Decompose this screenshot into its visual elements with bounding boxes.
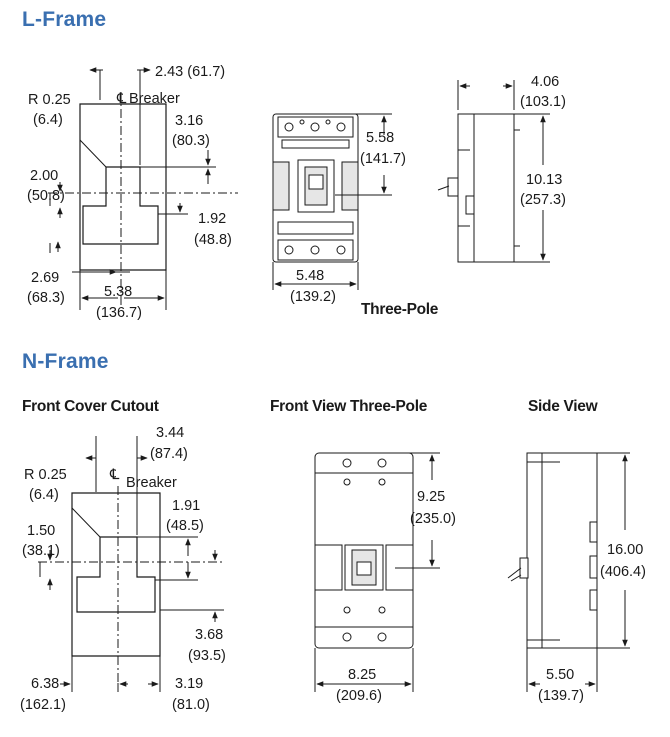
n-dim-d-in: 3.68 <box>195 627 224 643</box>
l-side-height-in: 10.13 <box>526 172 563 188</box>
l-dim-e-in: 2.69 <box>31 270 60 286</box>
n-dim-a-mm: (87.4) <box>150 446 188 462</box>
l-frame-heading: L-Frame <box>22 8 107 31</box>
n-dim-e-in: 6.38 <box>31 676 60 692</box>
n-dim-d-mm: (93.5) <box>188 648 226 664</box>
l-dim-d-mm: (48.8) <box>194 232 232 248</box>
n-dim-b-in: 1.91 <box>172 498 201 514</box>
l-dim-f-in: 5.38 <box>104 284 133 300</box>
n-side-handle <box>520 558 528 578</box>
l-dim-b-in: 3.16 <box>175 113 204 129</box>
l-radius-mm: (6.4) <box>33 112 63 128</box>
n-dim-f-mm: (81.0) <box>172 697 210 713</box>
l-dim-a: 2.43 (61.7) <box>155 64 226 80</box>
l-front-left-panel <box>273 162 289 210</box>
l-side-body <box>458 114 514 262</box>
l-side-depth-in: 4.06 <box>531 74 560 90</box>
n-side-depth-in: 5.50 <box>546 667 575 683</box>
n-side-depth-mm: (139.7) <box>538 688 584 704</box>
n-centerline-symbol: ℄ <box>110 467 120 483</box>
n-front-title: Front View Three-Pole <box>270 398 428 415</box>
n-side-height-mm: (406.4) <box>600 564 646 580</box>
n-cutout-title: Front Cover Cutout <box>22 398 159 415</box>
l-front-width-in: 5.48 <box>296 268 325 284</box>
l-breaker-label: Breaker <box>129 91 180 107</box>
n-radius-in: R 0.25 <box>24 467 67 483</box>
l-side-depth-mm: (103.1) <box>520 94 566 110</box>
l-cutout-drawing <box>27 64 238 321</box>
l-front-right-panel <box>342 162 358 210</box>
n-frame-heading: N-Frame <box>22 350 109 373</box>
n-side-body <box>527 453 597 648</box>
n-dim-c-in: 1.50 <box>27 523 56 539</box>
l-dim-c-in: 2.00 <box>30 168 59 184</box>
n-front-height-mm: (235.0) <box>410 511 456 527</box>
n-dim-b-mm: (48.5) <box>166 518 204 534</box>
n-front-drawing <box>315 453 456 704</box>
n-dim-e-mm: (162.1) <box>20 697 66 713</box>
l-dim-c-mm: (50.8) <box>27 188 65 204</box>
l-front-caption: Three-Pole <box>361 301 439 318</box>
n-dim-c-mm: (38.1) <box>22 543 60 559</box>
l-dim-b-mm: (80.3) <box>172 133 210 149</box>
l-front-height-mm: (141.7) <box>360 151 406 167</box>
l-front-width-mm: (139.2) <box>290 289 336 305</box>
n-front-left-panel <box>315 545 342 590</box>
n-dim-f-in: 3.19 <box>175 676 204 692</box>
l-front-height-in: 5.58 <box>366 130 395 146</box>
l-centerline-symbol: ℄ <box>117 91 127 107</box>
n-side-drawing <box>508 453 646 704</box>
n-side-height-in: 16.00 <box>607 542 644 558</box>
n-front-height-in: 9.25 <box>417 489 446 505</box>
l-front-drawing <box>273 114 439 318</box>
l-side-handle <box>448 178 458 196</box>
l-side-height-mm: (257.3) <box>520 192 566 208</box>
l-side-drawing <box>438 74 566 262</box>
l-dim-e-mm: (68.3) <box>27 290 65 306</box>
l-radius-in: R 0.25 <box>28 92 71 108</box>
n-side-title: Side View <box>528 398 598 415</box>
n-radius-mm: (6.4) <box>29 487 59 503</box>
n-dim-a-in: 3.44 <box>156 425 185 441</box>
l-dim-d-in: 1.92 <box>198 211 227 227</box>
n-cutout-t-shape <box>77 537 155 612</box>
l-cutout-outline <box>80 104 166 270</box>
n-front-width-in: 8.25 <box>348 667 377 683</box>
n-breaker-label: Breaker <box>126 475 177 491</box>
n-cutout-drawing <box>20 425 226 713</box>
n-front-width-mm: (209.6) <box>336 688 382 704</box>
n-front-screw-icon <box>343 459 351 467</box>
n-cutout-outline <box>72 493 160 656</box>
l-dim-f-mm: (136.7) <box>96 305 142 321</box>
